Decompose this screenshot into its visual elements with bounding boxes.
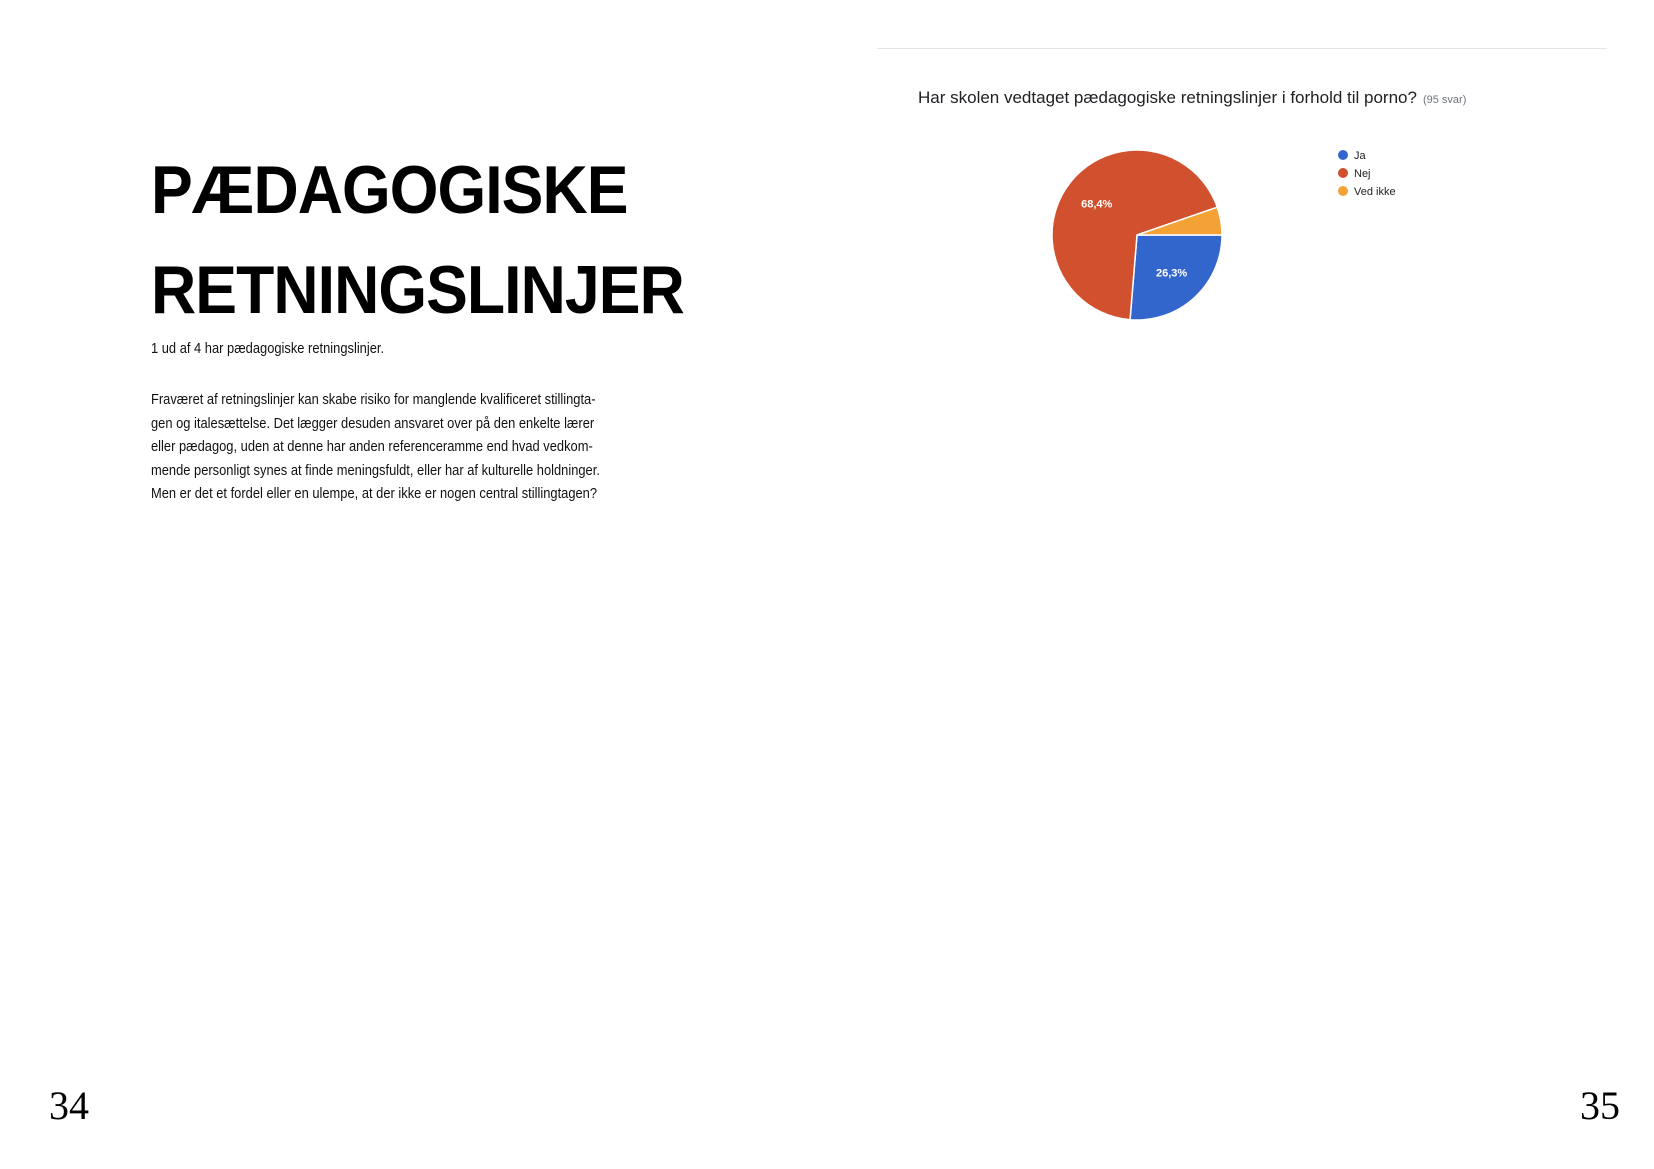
lead-paragraph: 1 ud af 4 har pædagogiske retningslinjer.: [151, 340, 385, 357]
body-line: eller pædagog, uden at denne har anden referenceramme end hvad vedkom-: [151, 438, 593, 455]
legend-label: Ved ikke: [1354, 186, 1396, 198]
legend-marker: [1338, 150, 1348, 160]
legend-label: Nej: [1354, 168, 1371, 180]
response-count: (95 svar): [1422, 94, 1467, 106]
body-paragraph: [151, 388, 673, 506]
body-line: gen og italesættelse. Det lægger desuden ansvaret over på den enkelte lærer: [151, 414, 595, 432]
right-page: [827, 0, 1654, 1169]
slice-label: 26,3%: [1155, 267, 1188, 280]
body-line: mende personligt synes at finde meningsfuldt, eller har af kulturelle holdninger.: [151, 461, 600, 479]
page-number-left: 34: [49, 1083, 89, 1128]
chart-question: Har skolen vedtaget pædagogiske retningslinjer i forhold til porno?: [918, 88, 1417, 107]
pie-chart: [827, 0, 1654, 360]
page-number-right: 35: [1580, 1083, 1620, 1128]
legend-marker: [1338, 186, 1348, 196]
slice-label: 68,4%: [1081, 198, 1113, 211]
page-heading: [151, 140, 684, 340]
legend-marker: [1338, 168, 1348, 178]
heading-line-2: RETNINGSLINJER: [151, 252, 684, 328]
body-line: Fraværet af retningslinjer kan skabe risiko for manglende kvalificeret stillingta-: [151, 391, 596, 408]
body-line: Men er det et fordel eller en ulempe, at der ikke er nogen central stillingtagen?: [151, 485, 598, 502]
legend-label: Ja: [1354, 150, 1366, 162]
heading-line-1: PÆDAGOGISKE: [151, 152, 628, 228]
